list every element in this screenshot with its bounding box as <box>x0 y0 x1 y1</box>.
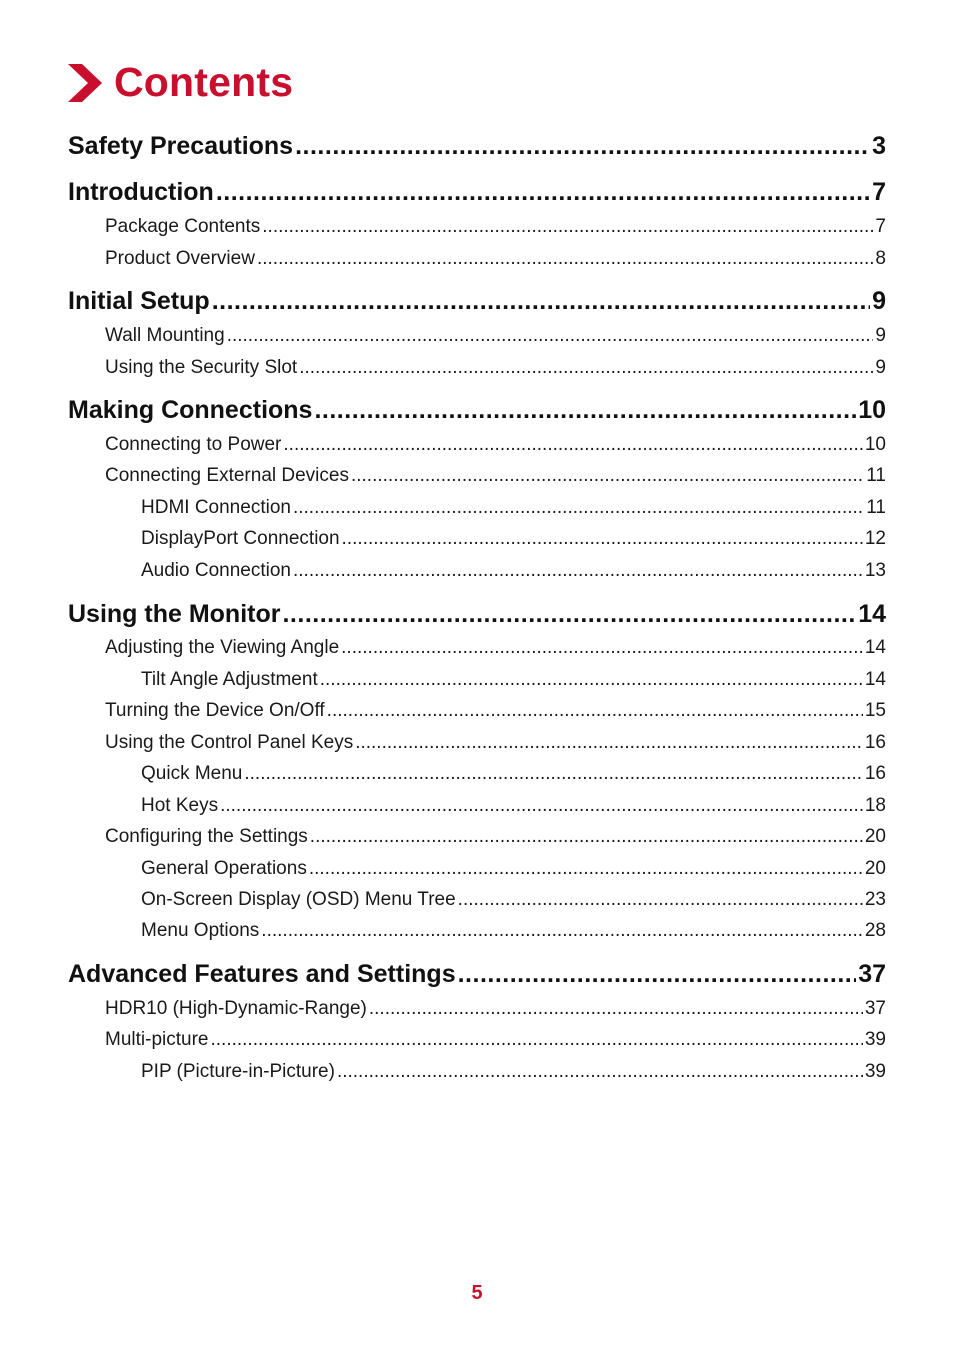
toc-dot-leader <box>216 178 870 207</box>
toc-entry-page: 11 <box>866 497 886 518</box>
toc-entry-label: Connecting to Power <box>105 434 282 455</box>
toc-dot-leader <box>458 960 857 989</box>
toc-dot-leader <box>220 795 863 817</box>
toc-entry-page: 8 <box>875 248 886 269</box>
toc-dot-leader <box>210 1029 862 1051</box>
toc-entry-label: Using the Control Panel Keys <box>105 732 354 753</box>
toc-entry-label: Package Contents <box>105 216 261 237</box>
toc-entry-label: Connecting External Devices <box>105 465 349 486</box>
toc-subsection-entry[interactable] <box>68 1061 886 1083</box>
toc-dot-leader <box>293 497 864 519</box>
toc-subsection-entry[interactable] <box>68 637 886 659</box>
toc-section-entry[interactable] <box>68 600 886 629</box>
page-number: 5 <box>471 1282 483 1304</box>
toc-subsection-entry[interactable] <box>68 795 886 817</box>
toc-entry-label: Turning the Device On/Off <box>105 700 325 721</box>
toc-entry-page: 18 <box>864 795 886 816</box>
toc-section-entry[interactable] <box>68 178 886 207</box>
toc-dot-leader <box>244 763 862 785</box>
toc-entry-label: Hot Keys <box>141 795 219 816</box>
toc-dot-leader <box>283 434 862 456</box>
toc-dot-leader <box>337 1061 863 1083</box>
toc-entry-page: 23 <box>864 889 886 910</box>
toc-entry-page: 7 <box>875 216 886 237</box>
toc-subsection-entry[interactable] <box>68 325 886 347</box>
chevron-right-icon <box>68 64 102 102</box>
toc-entry-page: 39 <box>864 1029 886 1050</box>
toc-entry-label: Wall Mounting <box>105 325 225 346</box>
toc-dot-leader <box>314 396 856 425</box>
toc-entry-label: On-Screen Display (OSD) Menu Tree <box>141 889 456 910</box>
toc-entry-page: 9 <box>872 287 886 315</box>
toc-entry-page: 13 <box>864 560 886 581</box>
toc-entry-page: 16 <box>864 763 886 784</box>
toc-entry-page: 10 <box>858 396 886 424</box>
toc-entry-page: 14 <box>864 669 886 690</box>
toc-entry-label: Adjusting the Viewing Angle <box>105 637 340 658</box>
toc-section-entry[interactable] <box>68 960 886 989</box>
toc-entry-page: 16 <box>864 732 886 753</box>
toc-entry-label: Making Connections <box>68 396 313 424</box>
toc-subsection-entry[interactable] <box>68 465 886 487</box>
toc-entry-page: 9 <box>875 325 886 346</box>
toc-entry-page: 37 <box>858 960 886 988</box>
toc-dot-leader <box>227 325 874 347</box>
toc-entry-page: 3 <box>872 132 886 160</box>
toc-subsection-entry[interactable] <box>68 826 886 848</box>
toc-subsection-entry[interactable] <box>68 434 886 456</box>
toc-entry-page: 37 <box>864 998 886 1019</box>
toc-entry-page: 12 <box>864 528 886 549</box>
page-header <box>68 59 294 105</box>
toc-subsection-entry[interactable] <box>68 998 886 1020</box>
page-title: Contents <box>114 59 294 105</box>
toc-entry-label: Using the Security Slot <box>105 357 298 378</box>
toc-dot-leader <box>320 669 863 691</box>
toc-dot-leader <box>310 826 863 848</box>
toc-entry-label: Menu Options <box>141 920 260 941</box>
toc-entry-page: 20 <box>864 826 886 847</box>
toc-subsection-entry[interactable] <box>68 248 886 270</box>
toc-section-entry[interactable] <box>68 132 886 161</box>
toc-dot-leader <box>327 700 863 722</box>
toc-dot-leader <box>262 216 873 238</box>
toc-entry-label: DisplayPort Connection <box>141 528 340 549</box>
toc-entry-page: 7 <box>872 178 886 206</box>
toc-dot-leader <box>458 889 863 911</box>
toc-subsection-entry[interactable] <box>68 732 886 754</box>
toc-dot-leader <box>295 132 870 161</box>
toc-dot-leader <box>351 465 864 487</box>
toc-dot-leader <box>293 560 863 582</box>
toc-entry-label: HDR10 (High-Dynamic-Range) <box>105 998 367 1019</box>
toc-entry-label: Using the Monitor <box>68 600 281 628</box>
toc-dot-leader <box>257 248 873 270</box>
toc-dot-leader <box>342 528 863 550</box>
toc-entry-page: 10 <box>864 434 886 455</box>
toc-section-entry[interactable] <box>68 396 886 425</box>
toc-entry-label: Product Overview <box>105 248 255 269</box>
toc-subsection-entry[interactable] <box>68 920 886 942</box>
toc-entry-page: 28 <box>864 920 886 941</box>
toc-entry-label: Multi-picture <box>105 1029 209 1050</box>
toc-entry-label: Advanced Features and Settings <box>68 960 456 988</box>
toc-entry-page: 15 <box>864 700 886 721</box>
toc-section-entry[interactable] <box>68 287 886 316</box>
toc-subsection-entry[interactable] <box>68 216 886 238</box>
toc-dot-leader <box>369 998 863 1020</box>
toc-entry-page: 20 <box>864 858 886 879</box>
toc-dot-leader <box>341 637 863 659</box>
toc-dot-leader <box>212 287 870 316</box>
toc-dot-leader <box>309 858 863 880</box>
toc-entry-page: 39 <box>864 1061 886 1082</box>
toc-dot-leader <box>261 920 863 942</box>
toc-entry-label: HDMI Connection <box>141 497 291 518</box>
toc-subsection-entry[interactable] <box>68 858 886 880</box>
toc-subsection-entry[interactable] <box>68 763 886 785</box>
toc-subsection-entry[interactable] <box>68 560 886 582</box>
toc-subsection-entry[interactable] <box>68 669 886 691</box>
toc-subsection-entry[interactable] <box>68 1029 886 1051</box>
toc-dot-leader <box>299 357 873 379</box>
toc-entry-label: Introduction <box>68 178 214 206</box>
toc-entry-label: PIP (Picture-in-Picture) <box>141 1061 335 1082</box>
toc-subsection-entry[interactable] <box>68 497 886 519</box>
toc-dot-leader <box>355 732 863 754</box>
toc-subsection-entry[interactable] <box>68 357 886 379</box>
toc-entry-label: General Operations <box>141 858 307 879</box>
toc-dot-leader <box>282 600 856 629</box>
toc-entry-page: 14 <box>858 600 886 628</box>
toc-entry-label: Tilt Angle Adjustment <box>141 669 318 690</box>
toc-entry-label: Initial Setup <box>68 287 210 315</box>
toc-subsection-entry[interactable] <box>68 528 886 550</box>
toc-subsection-entry[interactable] <box>68 700 886 722</box>
toc-entry-label: Safety Precautions <box>68 132 294 160</box>
toc-entry-page: 14 <box>864 637 886 658</box>
toc-entry-page: 9 <box>875 357 886 378</box>
toc-entry-label: Quick Menu <box>141 763 243 784</box>
toc-entry-label: Configuring the Settings <box>105 826 308 847</box>
toc-entry-label: Audio Connection <box>141 560 291 581</box>
toc-subsection-entry[interactable] <box>68 889 886 911</box>
toc-entry-page: 11 <box>866 465 886 486</box>
